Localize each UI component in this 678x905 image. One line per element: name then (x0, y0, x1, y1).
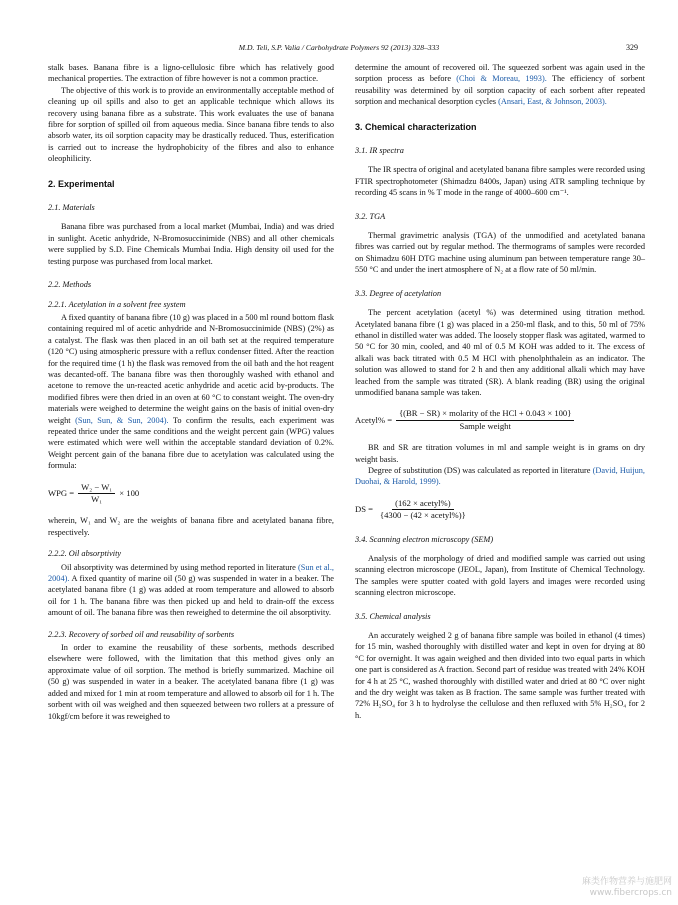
citation-sun-et-al[interactable]: (Sun et al., 2004). (48, 562, 335, 584)
citation-sun-2004[interactable]: (Sun, Sun, & Sun, 2004). (75, 415, 169, 425)
acetyl-formula (355, 408, 645, 432)
citation-ansari[interactable]: (Ansari, East, & Johnson, 2003). (498, 97, 607, 107)
degree-acetylation-paragraph: The percent acetylation (acetyl %) was determined using titration method. Acetylated banana fibre (1 g) was placed in a 250-ml flask, and to this, 50 ml of 75% ethanol in distilled water was added. The loosely stopper flask was agitated, warmed to 50 °C for 30 min, cooled, and 40 ml of 0.5 M KOH was added to it. The excess of alkali was back titrated with 0.5 M HCl with phenolphthalein as an indicator. The solution was allowed to stand for 2 h and then any additional alkali which may have leached from the sample was titrated (SR). A blank reading (BR) using the original unmodified banana sample was taken. (355, 308, 645, 397)
page-number: 329 (626, 43, 638, 52)
watermark-line-1: 麻类作物营养与施肥网 (581, 877, 672, 887)
subsection-heading-degree-acetylation: 3.3. Degree of acetylation (355, 288, 442, 298)
oil-text-b: A fixed quantity of marine oil (50 g) was suspended in water in a beaker. The acetylated banana fibre (1 g) was added at room temperature and allowed to absorb oil for 1 h. The banana fibre was then picked up and held to drain-off the excess amount of oil. The banana fibre was then reweighed to determine the oil absorptivity. (48, 574, 334, 618)
continuation-paragraph (355, 62, 645, 108)
citation-choi[interactable]: (Choi & Moreau, 1993). (456, 74, 547, 84)
wherein-paragraph: wherein, W₁ and W₂ are the weights of banana fibre and acetylated banana fibre, respectively. (48, 516, 334, 537)
subsection-heading-chemical-analysis: 3.5. Chemical analysis (355, 611, 431, 621)
wpg-rhs: × 100 (119, 487, 140, 498)
subsubsection-heading-oil: 2.2.2. Oil absorptivity (48, 549, 122, 559)
ds-text: Degree of substitution (DS) was calculated as reported in literature (368, 465, 591, 475)
recovery-paragraph: In order to examine the reusability of these sorbents, methods described elsewhere were followed, with the limitation that this method gives only an approximate value of oil sorption. The method is briefly summarized. Machine oil (50 g) was suspended in water in a beaker. The acetylated banana fibre (1 g) was added and mixed for 1 min at room temperature and allowed to absorb oil for 1 h. The sorbent with oil was weighed and then squeezed between two rollers at a pressure of 10kgf/cm before it was reweighed to (48, 643, 335, 721)
ds-fraction (377, 498, 469, 522)
wpg-lhs: WPG = (48, 487, 75, 498)
ds-formula (355, 498, 645, 522)
oil-paragraph (48, 562, 334, 619)
acetyl-numerator: {(BR − SR) × molarity of the HCl + 0.043 × 100} (396, 408, 574, 420)
subsection-heading-ir: 3.1. IR spectra (355, 146, 404, 156)
wpg-numerator: W₂ − W₁ (78, 482, 115, 494)
materials-paragraph: Banana fibre was purchased from a local market (Mumbai, India) and was dried in sunlight. Acetic anhydride, N-Bromosuccinimide (NBS) and all other chemicals were supplied by S.D. Fine Chemicals Mumbai India. High density oil used for the testing purpose was purchased from local market. (48, 222, 334, 266)
continuation-text-a: determine the amount of recovered oil. The squeezed sorbent was again used in the sorption process as before (355, 63, 645, 84)
running-title: M.D. Teli, S.P. Valia / Carbohydrate Polymers 92 (2013) 328–333 (238, 43, 440, 52)
citation-david[interactable]: (David, Huijun, Duohai, & Harold, 1999). (355, 465, 646, 487)
subsubsection-heading-acetylation: 2.2.1. Acetylation in a solvent free system (48, 299, 186, 309)
intro-paragraph-1: stalk bases. Banana fibre is a ligno-cellulosic fibre which has relatively good mechanical properties. The extraction of fibre however is not a common practice. (48, 63, 334, 84)
right-column (355, 62, 645, 721)
ir-paragraph: The IR spectra of original and acetylated banana fibre samples were recorded using FTIR spectrophotometer (Shimadzu 8400s, Japan) using ATR sampling technique by recording 45 scans in % T mode in the range of 4000–600 cm⁻¹. (355, 165, 645, 198)
section-heading-chemical: 3. Chemical characterization (355, 121, 477, 132)
subsubsection-heading-recovery: 2.2.3. Recovery of sorbed oil and reusability of sorbents (48, 629, 235, 639)
acetylation-text: A fixed quantity of banana fibre (10 g) was placed in a 500 ml round bottom flask containing required ml of acetic anhydride and N-Bromosuccinimide (NBS) (2%) as a catalyst. The flask was then placed in an oil bath set at the required temperature (120 °C) using atmospheric pressure with a reflux condenser fitted. After the reaction for the required time (1 h) the flask was removed from the oil bath and the hot reagent was decanted-off. The banana fibre was then thoroughly washed with ethanol and acetone to remove the un-reacted acetic anhydride and acetic acid by-products. The modified fibres were then dried in an oven at 60 °C to constant weight. The oven-dry materials were weighed to determine the weight gains on the basis of initial oven-dry weight (48, 312, 334, 425)
acetyl-lhs: Acetyl% = (355, 414, 393, 425)
acetylation-paragraph (48, 312, 334, 472)
intro-paragraph-2: The objective of this work is to provide an environmentally acceptable method of cleaning up oil spills and also to get an applicable technique which allows its recovery using banana fibre as a substrate. This work evaluates the use of banana fibre for sorption of spilled oil from aqueous media. Since banana fibre tends to also absorb water, its oil sorption capacity may be drastically reduced. Thus, esterification is carried out to increase the hydrophobicity of the fibres and also to enhance oleophilicity. (48, 85, 334, 164)
acetyl-fraction (396, 408, 574, 432)
ds-denominator: {4300 − (42 × acetyl%)} (379, 510, 466, 521)
wpg-formula (48, 482, 334, 506)
watermark-line-2: www.fibercrops.cn (589, 888, 672, 898)
acetyl-denominator: Sample weight (459, 420, 511, 431)
wpg-denominator: W₁ (91, 494, 103, 504)
titration-note-paragraph: BR and SR are titration volumes in ml and sample weight is in grams on dry weight basis. (355, 443, 645, 464)
left-column (48, 62, 334, 722)
chemical-analysis-paragraph: An accurately weighed 2 g of banana fibre sample was boiled in ethanol (4 times) for 15 min, washed thoroughly with distilled water and kept in oven for drying at 80 °C for overnight. It was again weighed and then divided into two equal parts in which one part is considered as A fraction. Second part of residue was treated with 24% KOH for 4 h at 25 °C, washed thoroughly with distilled water and dried at 80 °C over night and the dry weight was taken as B fraction. The same sample was further treated with 72% H₂SO₄ for 3 h to hydrolyse the cellulose and then refluxed with 5% H₂SO₄ for 2 h. (355, 631, 645, 720)
running-header (40, 42, 638, 54)
wpg-fraction (78, 482, 115, 506)
continuation-text-b: The efficiency of sorbent reusability was determined by oil sorption capacity of each sorbent after repeated sorption and mechanical desorption cycles (355, 74, 645, 107)
sem-paragraph: Analysis of the morphology of dried and modified sample was carried out using scanning electron microscope (JEOL, Japan), from Institute of Chemical Technology. The samples were sputter coated with gold layers and images were recorded using scanning electron microscope. (355, 554, 645, 598)
ds-numerator: (162 × acetyl%) (392, 498, 453, 510)
ds-paragraph (355, 465, 645, 488)
oil-text-a: Oil absorptivity was determined by using method reported in literature (61, 562, 296, 572)
watermark (582, 877, 672, 899)
subsection-heading-sem: 3.4. Scanning electron microscopy (SEM) (355, 534, 494, 544)
subsection-heading-materials: 2.1. Materials (48, 203, 95, 213)
ds-lhs: DS = (355, 503, 373, 514)
section-heading-experimental: 2. Experimental (48, 178, 115, 189)
acetylation-text-2: To confirm the results, each experiment was repeated thrice under the same conditions and the weight percent gain (WPG) values were estimated which were well within the acceptable standard deviation of 0.2%. Weight percent gain of the banana fibre due to acetylation was calculated using the formula: (48, 415, 334, 471)
tga-paragraph: Thermal gravimetric analysis (TGA) of the unmodified and acetylated banana fibres was carried out by regular method. The thermograms of samples were recorded on Shimadzu 60H DTG machine using aluminum pan between temperature range 30–550 °C and under the inert atmosphere of N₂ at a flow rate of 50 ml/min. (355, 231, 645, 275)
subsection-heading-tga: 3.2. TGA (355, 211, 386, 221)
subsection-heading-methods: 2.2. Methods (48, 280, 92, 290)
